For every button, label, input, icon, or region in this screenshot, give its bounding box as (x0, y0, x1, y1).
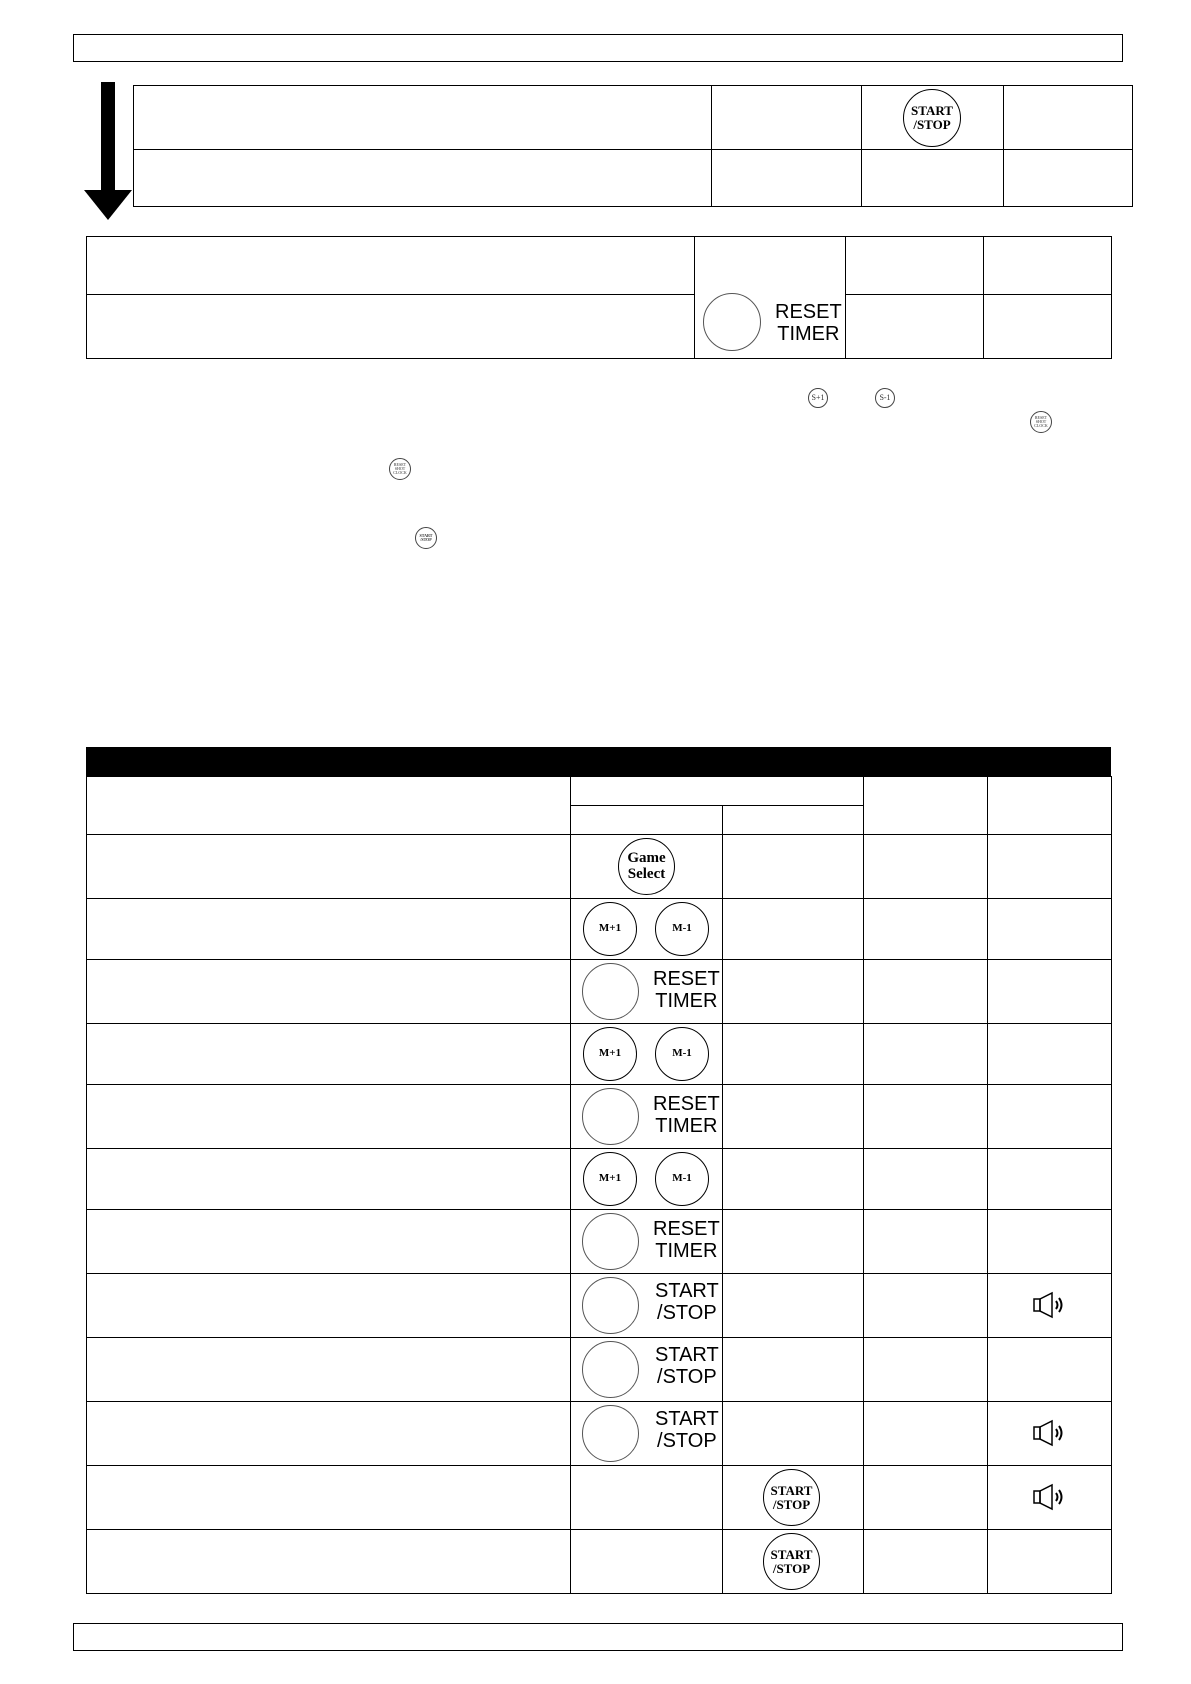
reset-shot-clock-icon: RESET SHOT CLOCK (389, 458, 411, 480)
reset-text: RESET (653, 1218, 720, 1240)
cell (87, 1024, 571, 1085)
game-select-button-icon (618, 838, 675, 895)
cell (87, 237, 695, 295)
cell (864, 1338, 988, 1402)
cell (723, 1024, 864, 1085)
reset-shot-clock-icon: RESET SHOT CLOCK (1030, 411, 1052, 433)
cell-m-buttons (571, 1024, 723, 1085)
cell (1004, 86, 1133, 150)
buttons-table (86, 776, 1112, 1594)
cell (571, 1530, 723, 1594)
cell (723, 1402, 864, 1466)
cell (1004, 150, 1133, 207)
down-arrow-icon (84, 82, 132, 222)
start-stop-label (655, 1344, 719, 1388)
start-label: START (911, 103, 953, 119)
start-stop-button-icon (582, 1341, 639, 1398)
m-plus-button-icon: M+1 (583, 1027, 637, 1081)
cell (87, 899, 571, 960)
cell (723, 1149, 864, 1210)
cell (864, 1402, 988, 1466)
timer-text: TIMER (655, 1240, 718, 1262)
reset-timer-label (653, 968, 720, 1012)
timer-text: TIMER (777, 323, 840, 345)
cell (87, 777, 571, 835)
table-header-bar (86, 747, 1111, 777)
cell (988, 1338, 1112, 1402)
steps-table-2 (86, 236, 1112, 359)
reset-timer-label (775, 301, 842, 345)
cell-reset-timer (571, 1210, 723, 1274)
cell (864, 1024, 988, 1085)
cell (864, 1274, 988, 1338)
reset-timer-label (653, 1218, 720, 1262)
cell (87, 1085, 571, 1149)
cell (87, 1338, 571, 1402)
cell (87, 1402, 571, 1466)
cell-start-stop (862, 86, 1004, 150)
cell (864, 1210, 988, 1274)
reset-timer-button-icon (582, 1213, 639, 1270)
reset-timer-button-icon (582, 1088, 639, 1145)
cell (571, 1466, 723, 1530)
cell (864, 1466, 988, 1530)
reset-text: RESET (653, 1093, 720, 1115)
cell (864, 1149, 988, 1210)
cell (846, 295, 984, 359)
cell (984, 295, 1112, 359)
start-stop-button-icon (763, 1469, 820, 1526)
cell (87, 960, 571, 1024)
cell-reset-timer (695, 237, 846, 359)
cell (87, 1274, 571, 1338)
timer-text: TIMER (655, 990, 718, 1012)
cell (988, 960, 1112, 1024)
cell (988, 835, 1112, 899)
stop-text: /STOP (657, 1302, 717, 1324)
cell (864, 1530, 988, 1594)
stop-text: /STOP (657, 1366, 717, 1388)
cell (846, 237, 984, 295)
start-text: START (655, 1344, 719, 1366)
cell (988, 1210, 1112, 1274)
cell-game-select (571, 835, 723, 899)
reset-timer-label (653, 1093, 720, 1137)
cell-speaker (988, 1466, 1112, 1530)
cell (723, 1210, 864, 1274)
stop-text: /STOP (657, 1430, 717, 1452)
stop-label: /STOP (772, 1560, 811, 1576)
start-label: START (770, 1546, 813, 1562)
reset-text: RESET (653, 968, 720, 990)
start-stop-button-icon (582, 1405, 639, 1462)
start-text: START (655, 1280, 719, 1302)
cell-m-buttons (571, 899, 723, 960)
cell-speaker (988, 1402, 1112, 1466)
cell (723, 960, 864, 1024)
cell (723, 1274, 864, 1338)
speaker-icon (1032, 1291, 1068, 1319)
reset-timer-button-icon (703, 293, 761, 351)
m-minus-button-icon: M-1 (655, 902, 709, 956)
cell (723, 806, 864, 835)
cell (723, 1085, 864, 1149)
cell (988, 777, 1112, 835)
m-plus-button-icon: M+1 (583, 902, 637, 956)
cell (988, 1149, 1112, 1210)
game-select-label: Game Select (627, 849, 666, 882)
start-stop-label (655, 1280, 719, 1324)
cell (571, 777, 864, 806)
steps-table-1 (133, 85, 1133, 207)
cell (87, 1466, 571, 1530)
cell-start-stop (571, 1402, 723, 1466)
start-stop-icon: START /STOP (415, 527, 437, 549)
s-minus-icon: S-1 (875, 388, 895, 408)
stop-label: /STOP (913, 117, 951, 132)
start-stop-label (655, 1408, 719, 1452)
speaker-icon (1032, 1419, 1068, 1447)
reset-text: RESET (775, 301, 842, 323)
start-stop-button-icon (903, 89, 961, 147)
m-minus-button-icon: M-1 (655, 1152, 709, 1206)
cell (723, 1338, 864, 1402)
cell (862, 150, 1004, 207)
page-header-box (73, 34, 1123, 62)
cell-start-stop (571, 1274, 723, 1338)
m-minus-button-icon: M-1 (655, 1027, 709, 1081)
start-text: START (655, 1408, 719, 1430)
cell (712, 150, 862, 207)
page-footer-box (73, 1623, 1123, 1651)
start-stop-button-icon (582, 1277, 639, 1334)
cell-reset-timer (571, 1085, 723, 1149)
cell-start-stop (723, 1530, 864, 1594)
cell (87, 1149, 571, 1210)
cell (134, 86, 712, 150)
cell-m-buttons (571, 1149, 723, 1210)
start-label: START (770, 1482, 813, 1498)
cell (988, 899, 1112, 960)
cell (134, 150, 712, 207)
cell (712, 86, 862, 150)
cell-reset-timer (571, 960, 723, 1024)
cell (988, 1530, 1112, 1594)
cell (864, 835, 988, 899)
cell (864, 899, 988, 960)
speaker-icon (1032, 1483, 1068, 1511)
timer-text: TIMER (655, 1115, 718, 1137)
start-stop-button-icon (763, 1533, 820, 1590)
cell (723, 899, 864, 960)
cell (864, 1085, 988, 1149)
s-plus-icon: S+1 (808, 388, 828, 408)
cell (571, 806, 723, 835)
cell (864, 960, 988, 1024)
cell (87, 1530, 571, 1594)
cell (984, 237, 1112, 295)
cell (988, 1024, 1112, 1085)
cell (87, 1210, 571, 1274)
cell-start-stop (571, 1338, 723, 1402)
cell (87, 835, 571, 899)
m-plus-button-icon: M+1 (583, 1152, 637, 1206)
cell (988, 1085, 1112, 1149)
stop-label: /STOP (772, 1496, 811, 1512)
cell-start-stop (723, 1466, 864, 1530)
cell (87, 295, 695, 359)
cell-speaker (988, 1274, 1112, 1338)
cell (723, 835, 864, 899)
reset-timer-button-icon (582, 963, 639, 1020)
cell (864, 777, 988, 835)
